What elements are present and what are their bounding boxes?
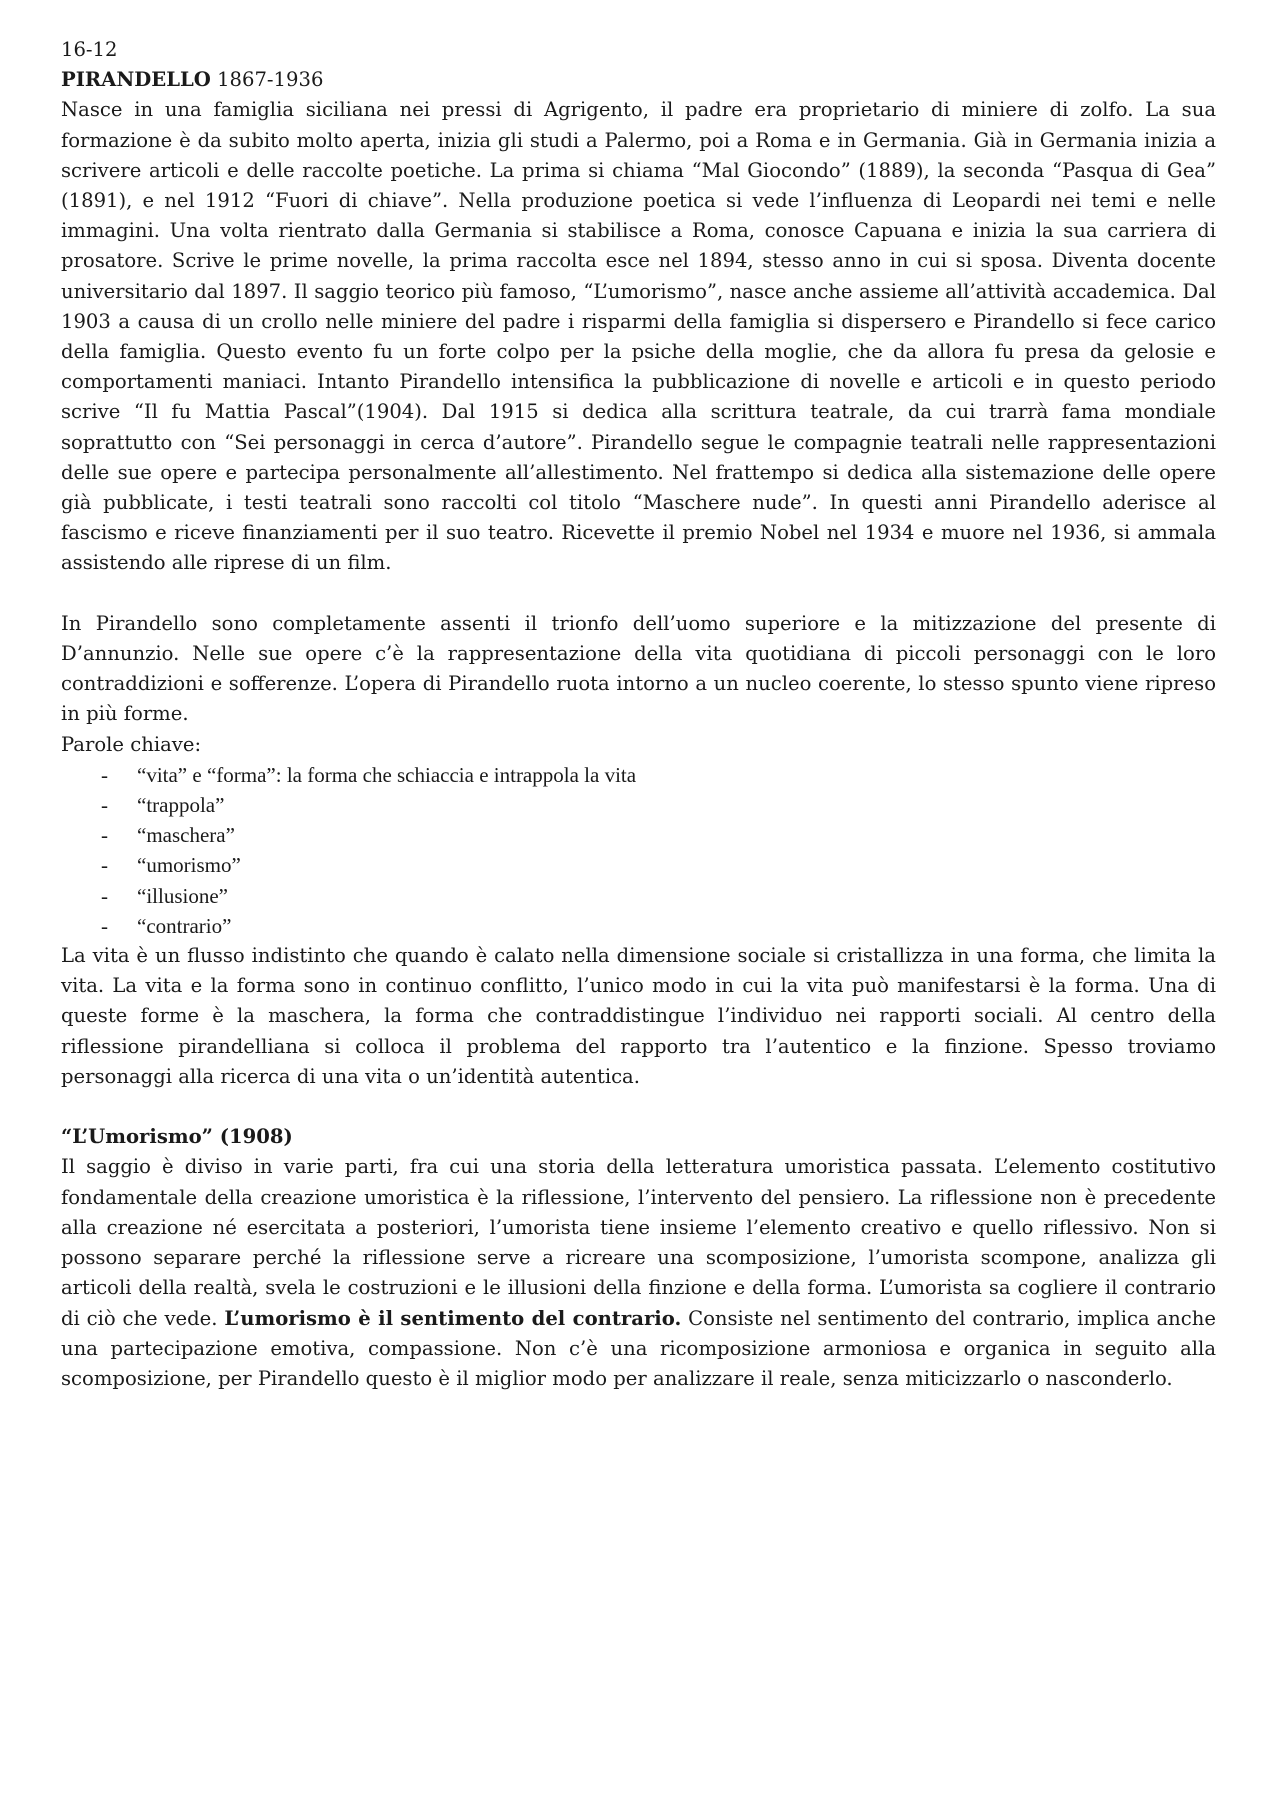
keyword-text: “maschera” <box>137 823 235 848</box>
bullet-dash: - <box>101 762 108 787</box>
bullet-dash: - <box>101 823 108 848</box>
umorismo-text-start: Il saggio è diviso in varie parti, fra cui una storia della letteratura umoristica passata. L’elemento costitutivo fondamentale della creazione umoristica è la riflessione, l’intervento del pensiero. La riflessione non è precedente alla creazione né esercitata a posteriori, l’umorista tiene insieme l’elemento creativo e quello riflessivo. Non si possono separare perché la riflessione serve a ricreare una scomposizione, l’umorista scompone, analizza gli articoli della realtà, svela le costruzioni e le illusioni della finzione e della forma. L’umorista sa cogliere il contrario di ciò che vede. <box>61 1155 1216 1330</box>
paragraph-spacer <box>61 579 1216 609</box>
keyword-text: “umorismo” <box>137 853 241 878</box>
themes-paragraph: In Pirandello sono completamente assenti il trionfo dell’uomo superiore e la mitizzazione del presente di D’annunzio. Nelle sue opere c’è la rappresentazione della vita quotidiana di piccoli personaggi con le loro contraddizioni e sofferenze. L’opera di Pirandello ruota intorno a un nucleo coerente, lo stesso spunto viene ripreso in più forme. <box>61 611 1216 726</box>
keyword-text: “contrario” <box>137 913 232 938</box>
vita-forma-paragraph: La vita è un flusso indistinto che quando è calato nella dimensione sociale si cristallizza in una forma, che limita la vita. La vita e la forma sono in continuo conflitto, l’unico modo in cui la vita può manifestarsi è la forma. Una di queste forme è la maschera, la forma che contraddistingue l’individuo nei rapporti sociali. Al centro della riflessione pirandelliana si colloca il problema del rapporto tra l’autentico e la finzione. Spesso troviamo personaggi alla ricerca di una vita o un’identità autentica. <box>61 944 1216 1088</box>
biography-paragraph: Nasce in una famiglia siciliana nei pressi di Agrigento, il padre era proprietario di miniere di zolfo. La sua formazione è da subito molto aperta, inizia gli studi a Palermo, poi a Roma e in Germania. Già in Germania inizia a scrivere articoli e delle raccolte poetiche. La prima si chiama “Mal Giocondo” (1889), la seconda “Pasqua di Gea” (1891), e nel 1912 “Fuori di chiave”. Nella produzione poetica si vede l’influenza di Leopardi nei temi e nelle immagini. Una volta rientrato dalla Germania si stabilisce a Roma, conosce Capuana e inizia la sua carriera di prosatore. Scrive le prime novelle, la prima raccolta esce nel 1894, stesso anno in cui si sposa. Diventa docente universitario dal 1897. Il saggio teorico più famoso, “L’umorismo”, nasce anche assieme all’attività accademica. Dal 1903 a causa di un crollo nelle miniere del padre i risparmi della famiglia si dispersero e Pirandello si fece carico della famiglia. Questo evento fu un forte colpo per la psiche della moglie, che da allora fu presa da gelosie e comportamenti maniaci. Intanto Pirandello intensifica la pubblicazione di novelle e articoli e in questo periodo scrive “Il fu Mattia Pascal”(1904). Dal 1915 si dedica alla scrittura teatrale, da cui trarrà fama mondiale soprattutto con “Sei personaggi in cerca d’autore”. Pirandello segue le compagnie teatrali nelle rappresentazioni delle sue opere e partecipa personalmente all’allestimento. Nel frattempo si dedica alla sistemazione delle opere già pubblicate, i testi teatrali sono raccolti col titolo “Maschere nude”. In questi anni Pirandello aderisce al fascismo e riceve finanziamenti per il suo teatro. Ricevette il premio Nobel nel 1934 e muore nel 1936, si ammala assistendo alle riprese di un film. <box>61 98 1216 575</box>
keywords-list <box>61 760 1216 941</box>
page-reference: 16-12 <box>61 38 118 61</box>
bullet-dash: - <box>101 793 108 818</box>
bullet-dash: - <box>101 883 108 908</box>
umorismo-section-title: “L’Umorismo” (1908) <box>61 1125 293 1149</box>
list-item <box>61 850 1216 880</box>
bullet-dash: - <box>101 913 108 938</box>
author-name: PIRANDELLO <box>61 68 211 92</box>
umorismo-paragraph <box>61 1152 1216 1394</box>
list-item <box>61 820 1216 850</box>
keyword-text: “illusione” <box>137 883 228 908</box>
list-item <box>61 911 1216 941</box>
paragraph-spacer <box>61 1092 1216 1122</box>
keyword-text: “trappola” <box>137 793 225 818</box>
author-years: 1867-1936 <box>210 68 324 92</box>
list-item <box>61 881 1216 911</box>
umorismo-text-end: Consiste nel sentimento del contrario, implica anche una partecipazione emotiva, compassione. Non c’è una ricomposizione armoniosa e organica in seguito alla scomposizione, per Pirandello questo è il miglior modo per analizzare il reale, senza miticizzarlo o nasconderlo. <box>61 1306 1216 1390</box>
bullet-dash: - <box>101 853 108 878</box>
document-page <box>61 35 1216 1394</box>
list-item <box>61 760 1216 790</box>
list-item <box>61 790 1216 820</box>
author-heading <box>61 65 1216 95</box>
umorismo-bold-statement: L’umorismo è il sentimento del contrario. <box>224 1306 682 1330</box>
keywords-label: Parole chiave: <box>61 732 202 756</box>
keyword-text: “vita” e “forma”: la forma che schiaccia e intrappola la vita <box>137 762 637 787</box>
